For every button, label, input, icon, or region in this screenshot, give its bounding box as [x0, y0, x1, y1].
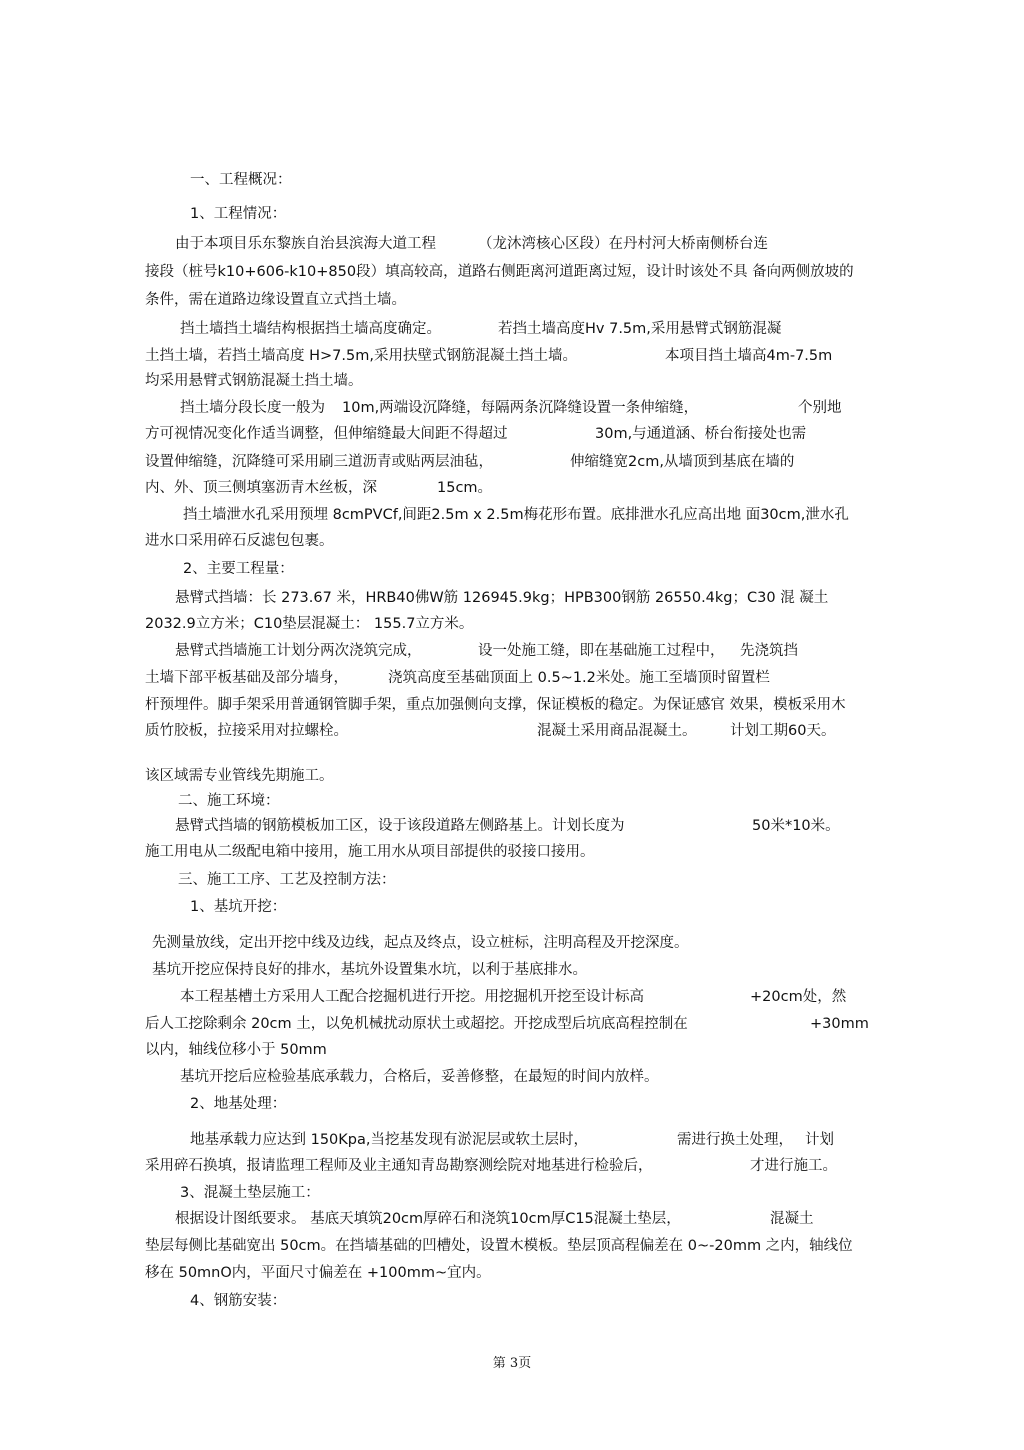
- text-line: 浇筑高度至基础顶面上 0.5~1.2米处。施工至墙顶时留置栏: [388, 670, 770, 686]
- text-line: +30mm: [810, 1016, 869, 1032]
- text-line: 设一处施工缝，即在基础施工过程中，: [478, 643, 725, 659]
- text-line: 悬臂式挡墙施工计划分两次浇筑完成，: [175, 643, 422, 659]
- text-line: 若挡土墙高度Hv 7.5m,采用悬臂式钢筋混凝: [498, 321, 782, 337]
- text-line: 2032.9立方米；C10垫层混凝土： 155.7立方米。: [145, 616, 474, 632]
- text-line: 地基承载力应达到 150Kpa,当挖基发现有淤泥层或软土层时，: [190, 1132, 588, 1148]
- text-line: 本工程基槽土方采用人工配合挖掘机进行开挖。用挖掘机开挖至设计标高: [180, 989, 644, 1005]
- text-line: 挡土墙分段长度一般为: [180, 400, 325, 416]
- text-line: 采用碎石换填，报请监理工程师及业主通知青岛勘察测绘院对地基进行检验后，: [145, 1158, 653, 1174]
- text-line: 个别地: [798, 400, 842, 416]
- text-line: 以内，轴线位移小于 50mm: [145, 1042, 327, 1058]
- text-line: 基坑开挖后应检验基底承载力，合格后，妥善修整，在最短的时间内放样。: [180, 1069, 659, 1085]
- text-line: 条件，需在道路边缘设置直立式挡土墙。: [145, 292, 406, 308]
- text-line: 混凝土: [770, 1211, 814, 1227]
- text-line: 才进行施工。: [750, 1158, 837, 1174]
- text-line: 2、主要工程量：: [183, 561, 294, 577]
- text-line: 方可视情况变化作适当调整，但伸缩缝最大间距不得超过: [145, 426, 508, 442]
- text-line: 施工用电从二级配电箱中接用，施工用水从项目部提供的驳接口接用。: [145, 844, 595, 860]
- text-line: 50米*10米。: [752, 818, 840, 834]
- text-line: 先浇筑挡: [740, 643, 798, 659]
- text-line: 三、施工工序、工艺及控制方法：: [178, 872, 396, 888]
- text-line: 基坑开挖应保持良好的排水，基坑外设置集水坑，以利于基底排水。: [152, 962, 587, 978]
- text-line: 设置伸缩缝，沉降缝可采用刷三道沥青或贴两层油毡，: [145, 454, 493, 470]
- text-line: 30m,与通道涵、桥台衔接处也需: [595, 426, 807, 442]
- text-line: 混凝土采用商品混凝土。: [537, 723, 697, 739]
- text-line: 计划: [805, 1132, 834, 1148]
- text-line: 垫层每侧比基础宽出 50cm。在挡墙基础的凹槽处，设置木模板。垫层顶高程偏差在 0~-20mm 之内，轴线位: [145, 1238, 853, 1254]
- text-line: 挡土墙泄水孔采用预埋 8cmPVCf,间距2.5m x 2.5m梅花形布置。底排泄水孔应高出地 面30cm,泄水孔: [183, 507, 849, 523]
- text-line: 1、基坑开挖：: [190, 899, 287, 915]
- text-line: 10m,两端设沉降缝，每隔两条沉降缝设置一条伸缩缝，: [342, 400, 699, 416]
- text-line: 移在 50mnO内，平面尺寸偏差在 +100mm~宜内。: [145, 1265, 491, 1281]
- text-line: 质竹胶板，拉接采用对拉螺栓。: [145, 723, 348, 739]
- text-line: 4、钢筋安装：: [190, 1293, 287, 1309]
- text-line: 计划工期60天。: [730, 723, 836, 739]
- text-line: 土挡土墙，若挡土墙高度 H>7.5m,采用扶壁式钢筋混凝土挡土墙。: [145, 348, 577, 364]
- text-line: 3、混凝土垫层施工：: [180, 1185, 320, 1201]
- page-number: 第 3页: [492, 1356, 532, 1371]
- text-line: （龙沐湾核心区段）在丹村河大桥南侧桥台连: [478, 236, 768, 252]
- text-line: 该区域需专业管线先期施工。: [145, 768, 334, 784]
- text-line: 均采用悬臂式钢筋混凝土挡土墙。: [145, 373, 363, 389]
- text-line: 接段（桩号k10+606-k10+850段）填高较高，道路右侧距离河道距离过短，设计时该处不具 备向两侧放坡的: [145, 264, 854, 280]
- text-line: +20cm处，然: [750, 989, 847, 1005]
- text-line: 15cm。: [437, 480, 493, 496]
- text-line: 二、施工环境：: [178, 793, 280, 809]
- text-line: 本项目挡土墙高4m-7.5m: [665, 348, 833, 364]
- text-line: 2、地基处理：: [190, 1096, 287, 1112]
- text-line: 伸缩缝宽2cm,从墙顶到基底在墙的: [570, 454, 795, 470]
- text-line: 土墙下部平板基础及部分墙身，: [145, 670, 348, 686]
- text-line: 悬臂式挡墙：长 273.67 米，HRB40佛W筋 126945.9kg；HPB300钢筋 26550.4kg；C30 混 凝土: [175, 590, 829, 606]
- text-line: 进水口采用碎石反滤包包裹。: [145, 533, 334, 549]
- text-line: 根据设计图纸要求。 基底天填筑20cm厚碎石和浇筑10cm厚C15混凝土垫层，: [175, 1211, 681, 1227]
- text-line: 挡土墙挡土墙结构根据挡土墙高度确定。: [180, 321, 441, 337]
- text-line: 悬臂式挡墙的钢筋模板加工区，设于该段道路左侧路基上。计划长度为: [175, 818, 625, 834]
- text-line: 由于本项目乐东黎族自治县滨海大道工程: [175, 236, 436, 252]
- text-line: 1、工程情况：: [190, 206, 287, 222]
- text-line: 后人工挖除剩余 20cm 土，以免机械扰动原状土或超挖。开挖成型后坑底高程控制在: [145, 1016, 688, 1032]
- text-line: 需进行换土处理，: [677, 1132, 793, 1148]
- text-line: 杆预埋件。脚手架采用普通钢管脚手架，重点加强侧向支撑，保证模板的稳定。为保证感官 效果，模板采用木: [145, 697, 846, 713]
- text-line: 先测量放线，定出开挖中线及边线，起点及终点，设立桩标，注明高程及开挖深度。: [152, 935, 689, 951]
- text-line: 内、外、顶三侧填塞沥青木丝板，深: [145, 480, 377, 496]
- text-line: 一、工程概况：: [190, 172, 292, 188]
